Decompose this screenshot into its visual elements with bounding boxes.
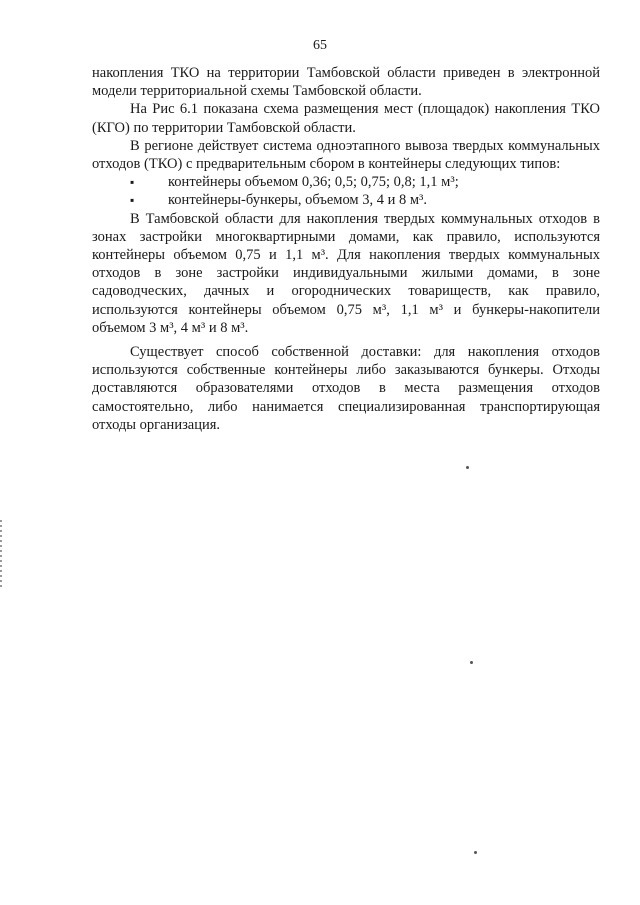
paragraph-3: В регионе действует система одноэтапного вывоза твердых коммунальных отходов (ТКО) с предварительным сбором в контейнеры следующих типов: [92, 137, 600, 173]
list-item: ▪ контейнеры-бункеры, объемом 3, 4 и 8 м³. [92, 191, 600, 209]
page-number: 65 [313, 38, 327, 53]
list-item: ▪ контейнеры объемом 0,36; 0,5; 0,75; 0,8; 1,1 м³; [92, 173, 600, 191]
document-body [92, 64, 600, 434]
scan-edge-mark [0, 520, 2, 590]
paragraph-4: В Тамбовской области для накопления твердых коммунальных отходов в зонах застройки многоквартирными домами, как правило, используются контейнеры объемом 0,75 и 1,1 м³. Для накопления твердых коммунальных отходов в зоне застройки индивидуальными жилыми домами, в зоне садоводческих, дачных и огороднических товариществ, как правило, используются контейнеры объемом 0,75 м³, 1,1 м³ и бункеры-накопители объемом 3 м³, 4 м³ и 8 м³. [92, 210, 600, 336]
scan-speck [466, 466, 469, 469]
scan-speck [470, 661, 473, 664]
paragraph-5: Существует способ собственной доставки: для накопления отходов используются собственные контейнеры либо заказываются бункеры. Отходы доставляются образователями отходов в места размещения отходов самостоятельно, либо нанимается специализированная транспортирующая отходы организация. [92, 344, 600, 433]
paragraph-2: На Рис 6.1 показана схема размещения мест (площадок) накопления ТКО (КГО) по территории Тамбовской области. [92, 101, 600, 136]
scan-speck [474, 851, 477, 854]
paragraph-1: накопления ТКО на территории Тамбовской области приведен в электронной модели территориальной схемы Тамбовской области. [92, 65, 600, 100]
container-types-list [92, 173, 600, 209]
